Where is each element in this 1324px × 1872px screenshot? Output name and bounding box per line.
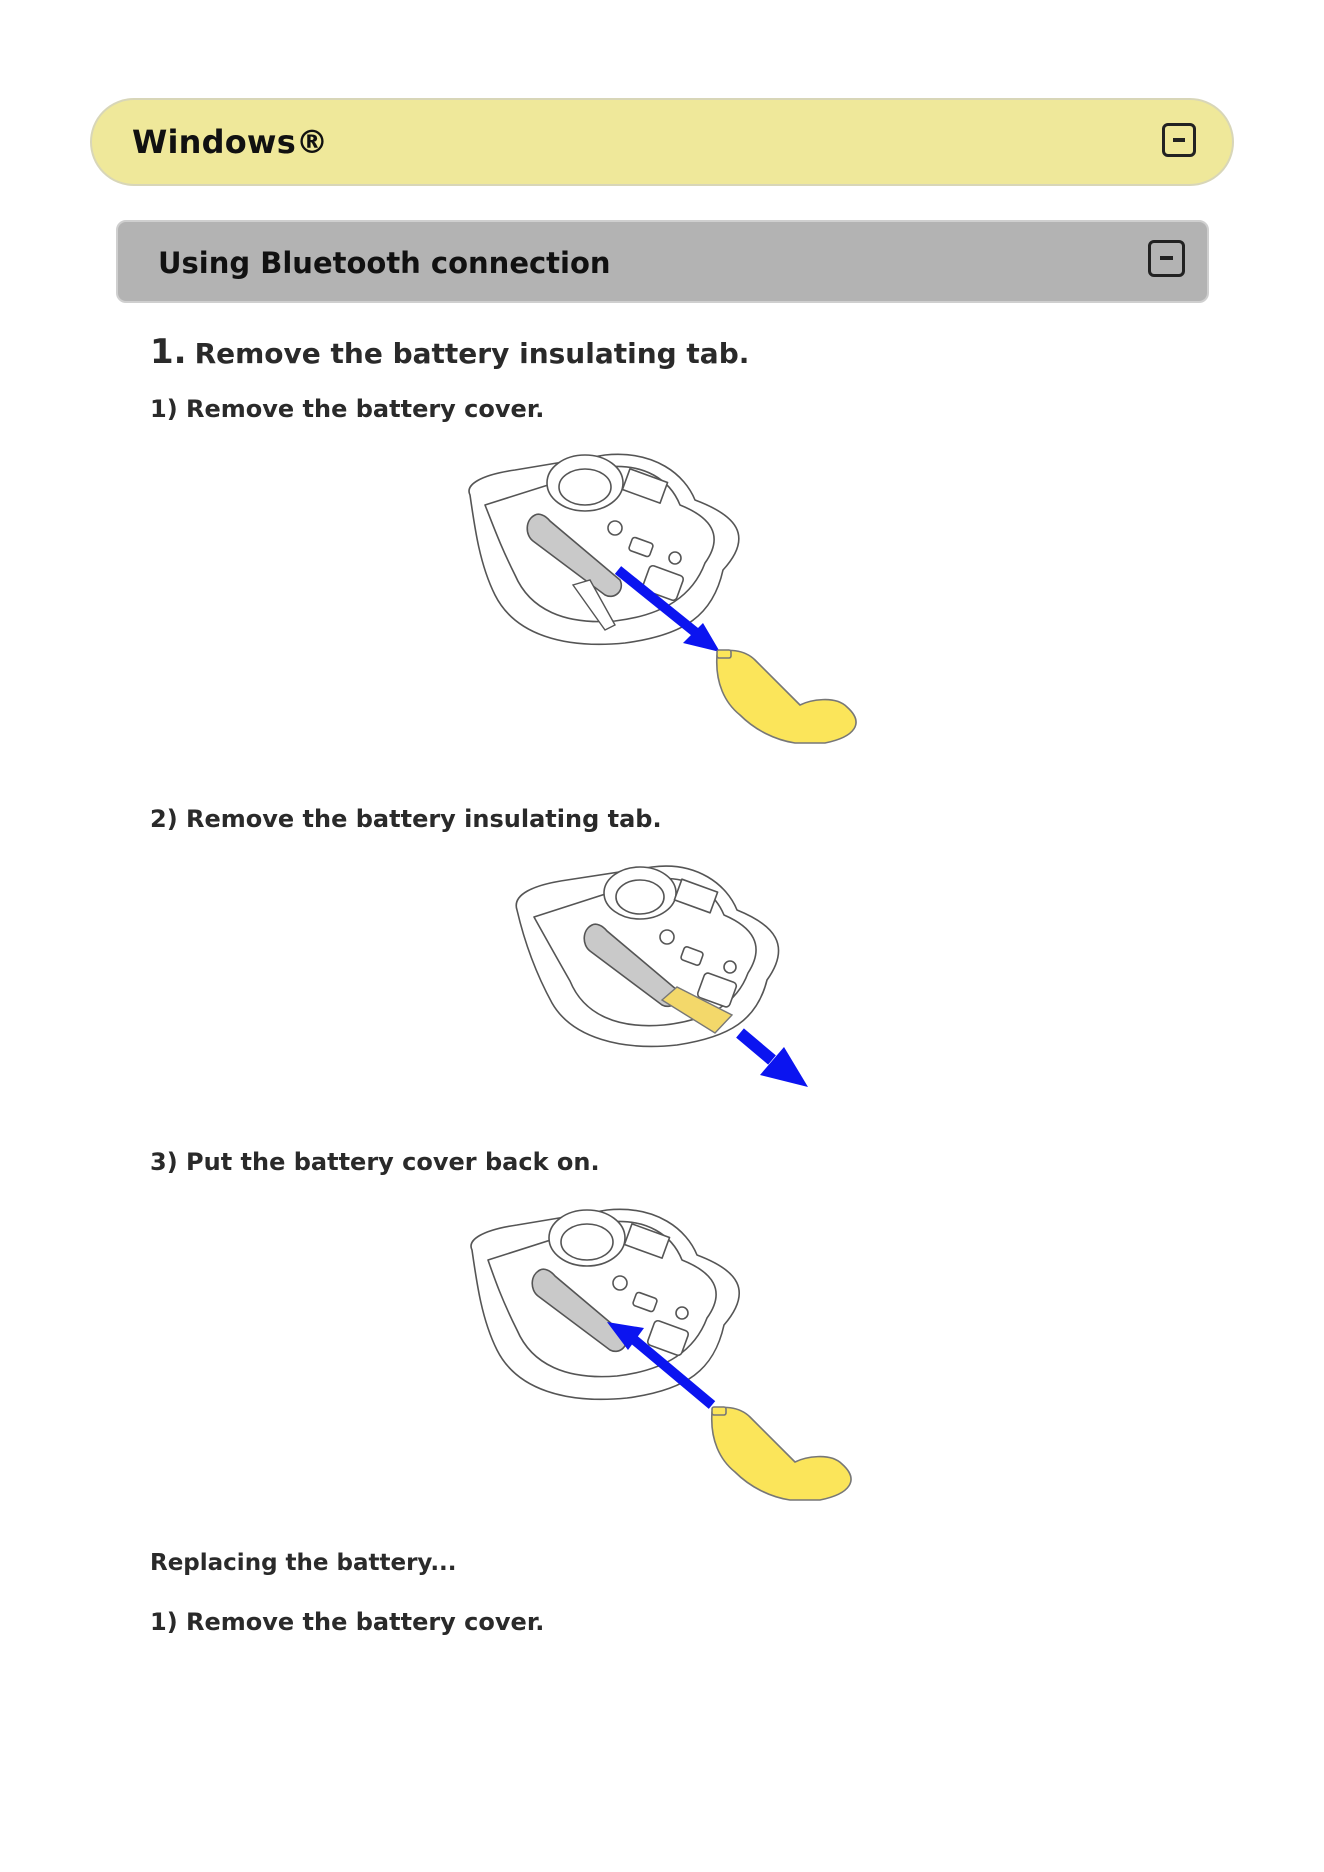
remove-insulating-tab-illustration (512, 855, 822, 1095)
substep-remove-cover: 1) Remove the battery cover. (150, 395, 545, 423)
replacing-battery-heading: Replacing the battery... (150, 1550, 457, 1576)
remove-battery-cover-illustration (455, 445, 875, 750)
step-title: Remove the battery insulating tab. (194, 337, 750, 370)
step-1-heading (150, 332, 749, 372)
step-number: 1. (150, 332, 187, 372)
replace-battery-cover-illustration (462, 1200, 872, 1505)
collapse-bluetooth-section-icon[interactable] (1148, 240, 1185, 277)
os-section-header[interactable] (90, 98, 1234, 186)
replacing-substep-remove-cover: 1) Remove the battery cover. (150, 1608, 545, 1636)
substep-replace-cover: 3) Put the battery cover back on. (150, 1148, 600, 1176)
bluetooth-section-title: Using Bluetooth connection (158, 246, 611, 280)
bluetooth-section-header[interactable] (116, 220, 1209, 303)
substep-remove-tab: 2) Remove the battery insulating tab. (150, 805, 662, 833)
collapse-os-section-icon[interactable] (1162, 123, 1196, 157)
os-section-title: Windows® (132, 123, 329, 161)
